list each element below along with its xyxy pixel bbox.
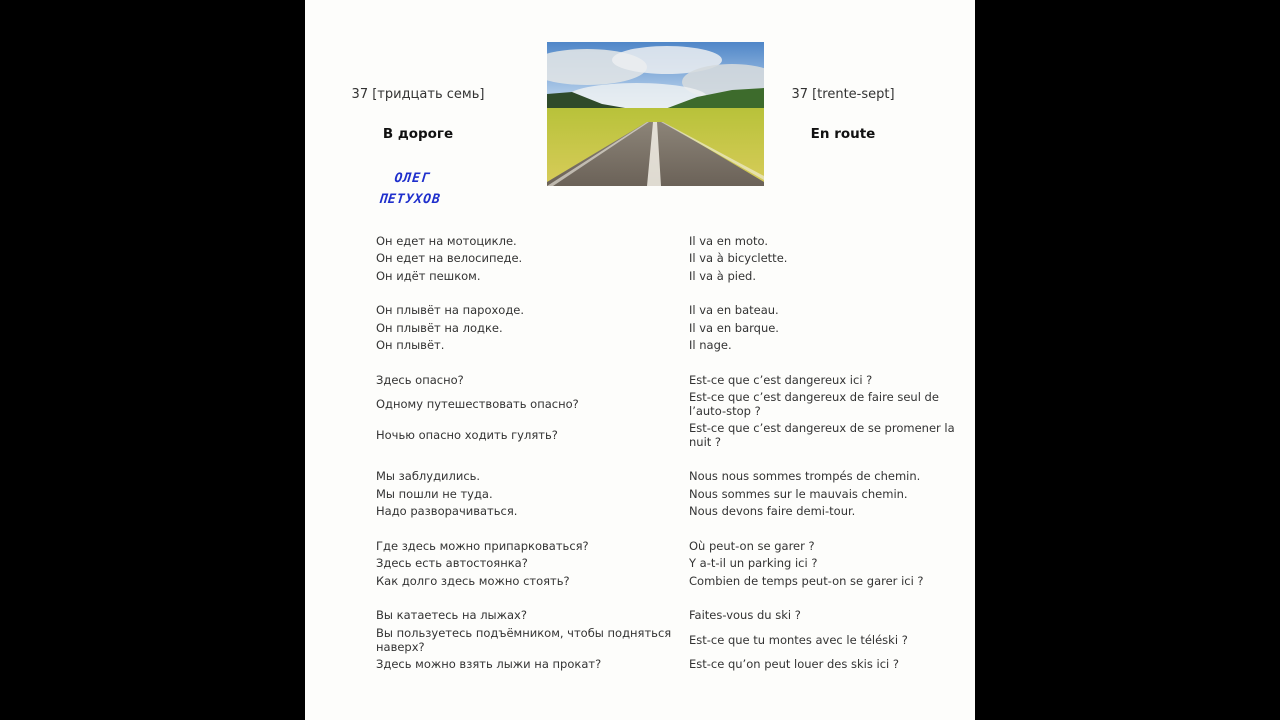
phrase-group <box>376 232 971 285</box>
phrase-fr: Où peut-on se garer ? <box>689 538 815 553</box>
phrase-row <box>376 468 971 486</box>
phrase-row <box>376 624 971 655</box>
phrase-ru: Мы заблудились. <box>376 469 481 484</box>
phrase-fr: Il nage. <box>689 338 732 353</box>
phrase-fr: Est-ce qu’on peut louer des skis ici ? <box>689 656 899 671</box>
phrase-ru: Он плывёт. <box>376 338 445 353</box>
phrase-fr: Il va en barque. <box>689 320 779 335</box>
phrase-row <box>376 503 971 521</box>
phrase-row <box>376 371 971 389</box>
phrase-row <box>376 319 971 337</box>
lesson-number-fr: 37 [trente-sept] <box>791 87 895 102</box>
phrase-ru: Он плывёт на лодке. <box>376 320 503 335</box>
phrase-row <box>376 250 971 268</box>
lesson-title-ru: В дороге <box>382 126 454 142</box>
phrase-ru: Он плывёт на пароходе. <box>376 303 525 318</box>
phrase-fr: Est-ce que c’est dangereux de se promener la nuit ? <box>689 421 955 449</box>
phrase-fr: Est-ce que tu montes avec le téléski ? <box>689 632 908 647</box>
phrase-group <box>376 537 971 590</box>
lesson-page <box>305 0 975 720</box>
phrase-group <box>376 468 971 521</box>
phrase-fr: Il va à pied. <box>689 268 756 283</box>
phrase-row <box>376 420 971 451</box>
phrase-ru: Одному путешествовать опасно? <box>376 397 579 411</box>
phrase-fr: Il va à bicyclette. <box>689 251 788 266</box>
logo-line-1: ОЛЕГ <box>393 171 431 186</box>
phrase-ru: Он едет на велосипеде. <box>376 251 523 266</box>
phrase-row <box>376 572 971 590</box>
phrase-ru: Вы катаетесь на лыжах? <box>376 608 527 623</box>
phrase-fr: Il va en moto. <box>689 233 769 248</box>
phrase-group <box>376 302 971 355</box>
phrase-fr: Nous devons faire demi-tour. <box>689 504 856 519</box>
phrase-fr: Est-ce que c’est dangereux ici ? <box>689 372 873 387</box>
phrase-fr: Y a-t-il un parking ici ? <box>689 556 818 571</box>
phrase-row <box>376 337 971 355</box>
phrase-row <box>376 302 971 320</box>
phrase-ru: Он едет на мотоцикле. <box>376 233 517 248</box>
phrase-ru: Он идёт пешком. <box>376 268 481 283</box>
phrase-fr: Faites-vous du ski ? <box>689 608 801 623</box>
lesson-number-ru: 37 [тридцать семь] <box>351 87 485 102</box>
phrase-fr: Nous sommes sur le mauvais chemin. <box>689 486 908 501</box>
author-logo <box>369 168 453 210</box>
phrase-group <box>376 371 971 451</box>
phrase-fr: Combien de temps peut-on se garer ici ? <box>689 573 924 588</box>
logo-line-2: ПЕТУХОВ <box>378 192 442 207</box>
phrase-ru: Мы пошли не туда. <box>376 486 493 501</box>
phrase-fr: Nous nous sommes trompés de chemin. <box>689 469 921 484</box>
phrase-ru: Здесь опасно? <box>376 372 464 387</box>
lesson-title-fr: En route <box>810 126 876 142</box>
phrase-ru: Здесь можно взять лыжи на прокат? <box>376 656 602 671</box>
phrase-row <box>376 555 971 573</box>
phrase-row <box>376 485 971 503</box>
phrase-ru: Где здесь можно припарковаться? <box>376 538 589 553</box>
road-photo <box>547 42 764 186</box>
phrase-row <box>376 655 971 673</box>
phrase-row <box>376 389 971 420</box>
phrase-fr: Est-ce que c’est dangereux de faire seul de l’auto-stop ? <box>689 390 939 418</box>
phrase-ru: Вы пользуетесь подъёмником, чтобы подняться наверх? <box>376 625 672 654</box>
phrase-ru: Ночью опасно ходить гулять? <box>376 428 558 442</box>
phrase-fr: Il va en bateau. <box>689 303 779 318</box>
phrase-row <box>376 537 971 555</box>
phrase-row <box>376 607 971 625</box>
phrase-list <box>376 232 971 690</box>
phrase-ru: Здесь есть автостоянка? <box>376 556 528 571</box>
phrase-group <box>376 607 971 673</box>
phrase-row <box>376 267 971 285</box>
phrase-ru: Надо разворачиваться. <box>376 504 518 519</box>
phrase-ru: Как долго здесь можно стоять? <box>376 573 570 588</box>
phrase-row <box>376 232 971 250</box>
